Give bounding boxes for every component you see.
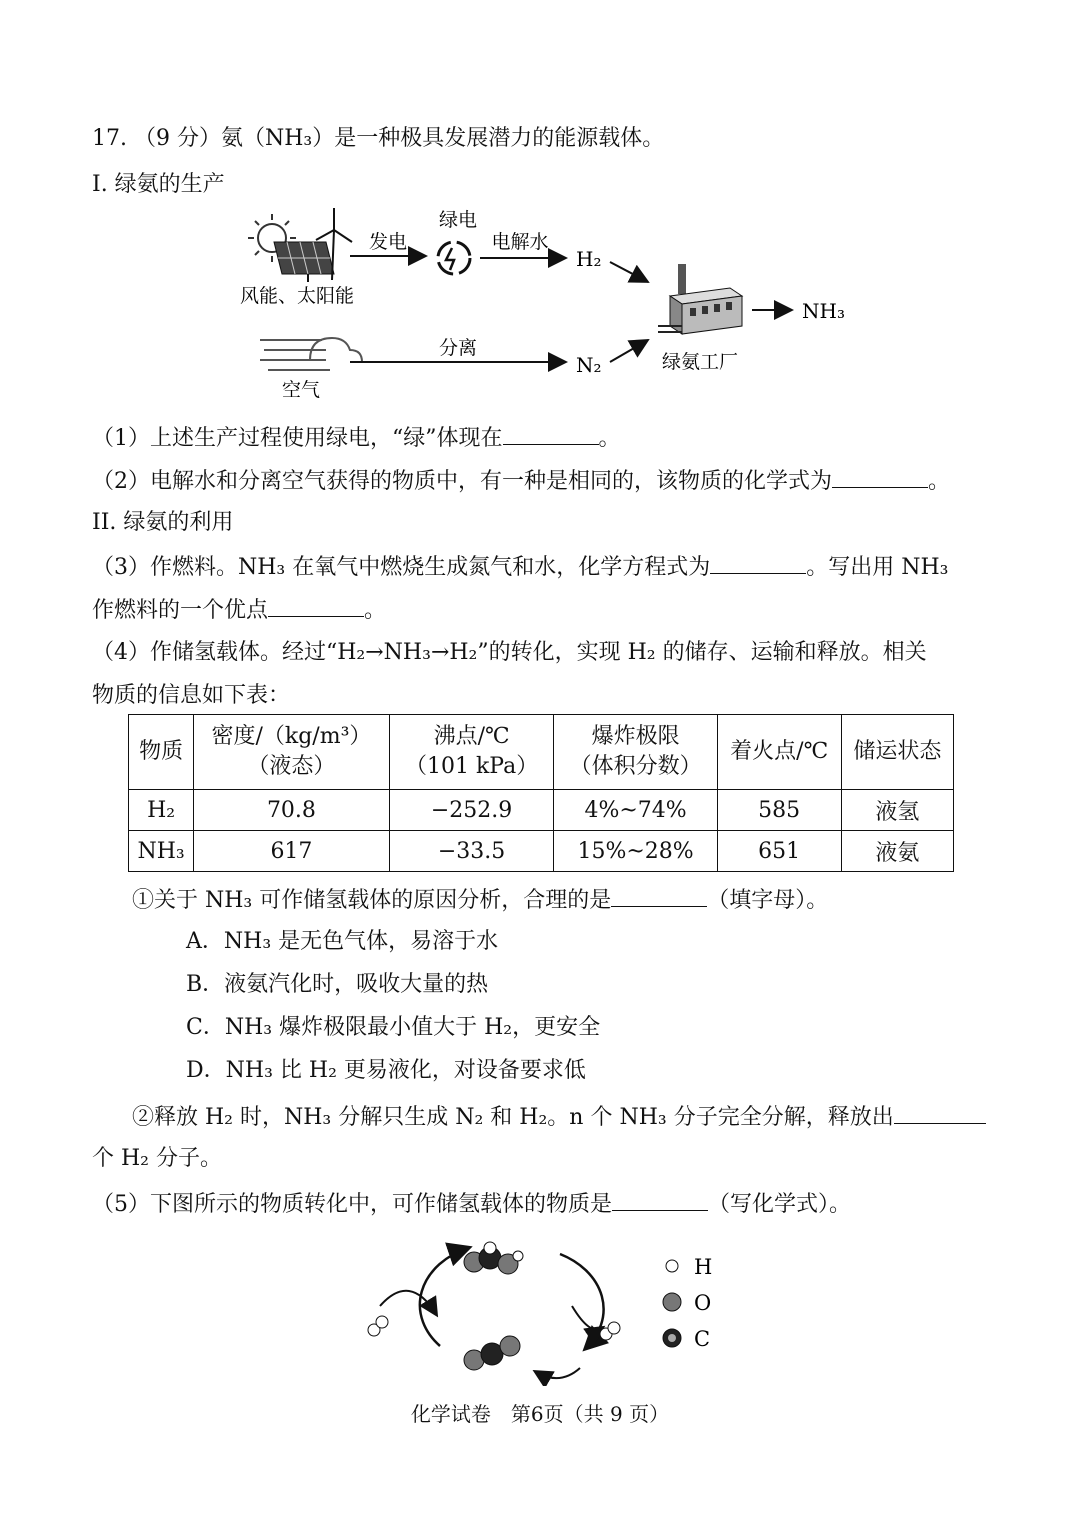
th-boiling: 沸点/℃ （101 kPa） [389, 715, 554, 790]
q3-line1: （3）作燃料。NH₃ 在氧气中燃烧生成氮气和水，化学方程式为 。写出用 NH₃ [92, 551, 949, 583]
q5-answer-blank[interactable] [612, 1188, 708, 1211]
q4-line2: 物质的信息如下表： [92, 683, 291, 708]
label-electrolysis: 电解水 [491, 231, 549, 253]
label-h2: H₂ [576, 247, 602, 271]
carbon-dioxide-molecule [464, 1336, 520, 1370]
question-title: 17. （9 分）氨（NH₃）是一种极具发展潜力的能源载体。 [92, 126, 665, 151]
sub2-answer-blank[interactable] [894, 1101, 986, 1124]
option-d[interactable]: D．NH₃ 比 H₂ 更易液化，对设备要求低 [186, 1058, 586, 1083]
th-explosion: 爆炸极限 （体积分数） [554, 715, 717, 790]
option-a[interactable]: A．NH₃ 是无色气体，易溶于水 [186, 929, 499, 954]
sub-question-2-line2: 个 H₂ 分子。 [92, 1146, 222, 1171]
option-b[interactable]: B．液氨汽化时，吸收大量的热 [186, 972, 489, 997]
molecule-cycle-diagram [350, 1236, 750, 1386]
q3-advantage-blank[interactable] [268, 594, 364, 617]
legend-h-icon [666, 1260, 678, 1272]
q5: （5）下图所示的物质转化中，可作储氢载体的物质是 （写化学式）。 [92, 1188, 851, 1220]
solar-panel-icon [274, 242, 334, 282]
table-row: H₂ 70.8 −252.9 4%~74% 585 液氢 [129, 790, 954, 831]
section-heading-2: II. 绿氨的利用 [92, 510, 234, 535]
legend-h-label: H [694, 1255, 713, 1279]
sub-question-1: ①关于 NH₃ 可作储氢载体的原因分析，合理的是 （填字母）。 [132, 884, 828, 916]
label-wind-solar: 风能、太阳能 [240, 285, 355, 307]
q1-answer-blank[interactable] [503, 422, 599, 445]
legend-c-label: C [694, 1327, 711, 1351]
th-storage: 储运状态 [841, 715, 953, 790]
label-green-power: 绿电 [438, 209, 478, 231]
q2: （2）电解水和分离空气获得的物质中，有一种是相同的，该物质的化学式为 。 [92, 465, 950, 497]
q1: （1）上述生产过程使用绿电，“绿”体现在 。 [92, 422, 621, 454]
formic-acid-molecule [464, 1242, 523, 1274]
q2-answer-blank[interactable] [832, 465, 928, 488]
page-footer: 化学试卷 第6页（共 9 页） [410, 1402, 670, 1426]
label-power: 发电 [368, 231, 408, 253]
th-ignition: 着火点/℃ [717, 715, 841, 790]
table-row: NH₃ 617 −33.5 15%~28% 651 液氨 [129, 831, 954, 872]
label-n2: N₂ [576, 353, 602, 377]
recycle-power-icon [438, 242, 470, 274]
air-cloud-icon [260, 338, 362, 370]
property-table [128, 714, 954, 872]
production-diagram [230, 200, 870, 410]
factory-icon [658, 264, 742, 334]
label-factory: 绿氨工厂 [662, 351, 739, 373]
th-substance: 物质 [129, 715, 194, 790]
hydrogen-molecule-left [368, 1316, 388, 1336]
option-c[interactable]: C．NH₃ 爆炸极限最小值大于 H₂，更安全 [186, 1015, 601, 1040]
q3-line2: 作燃料的一个优点 。 [92, 594, 386, 626]
q4-line1: （4）作储氢载体。经过“H₂→NH₃→H₂”的转化，实现 H₂ 的储存、运输和释放。相关 [92, 640, 927, 665]
hydrogen-molecule-right [600, 1322, 620, 1340]
sub1-answer-blank[interactable] [611, 884, 707, 907]
th-density: 密度/（kg/m³） （液态） [194, 715, 390, 790]
sub-question-2-line1: ②释放 H₂ 时，NH₃ 分解只生成 N₂ 和 H₂。n 个 NH₃ 分子完全分解，释放出 [132, 1101, 986, 1133]
label-nh3: NH₃ [802, 299, 845, 323]
legend-o-label: O [694, 1291, 712, 1315]
label-separate: 分离 [438, 337, 478, 359]
legend-o-icon [663, 1293, 681, 1311]
label-air: 空气 [282, 379, 321, 401]
q3-equation-blank[interactable] [710, 551, 806, 574]
section-heading-1: I. 绿氨的生产 [92, 172, 225, 197]
